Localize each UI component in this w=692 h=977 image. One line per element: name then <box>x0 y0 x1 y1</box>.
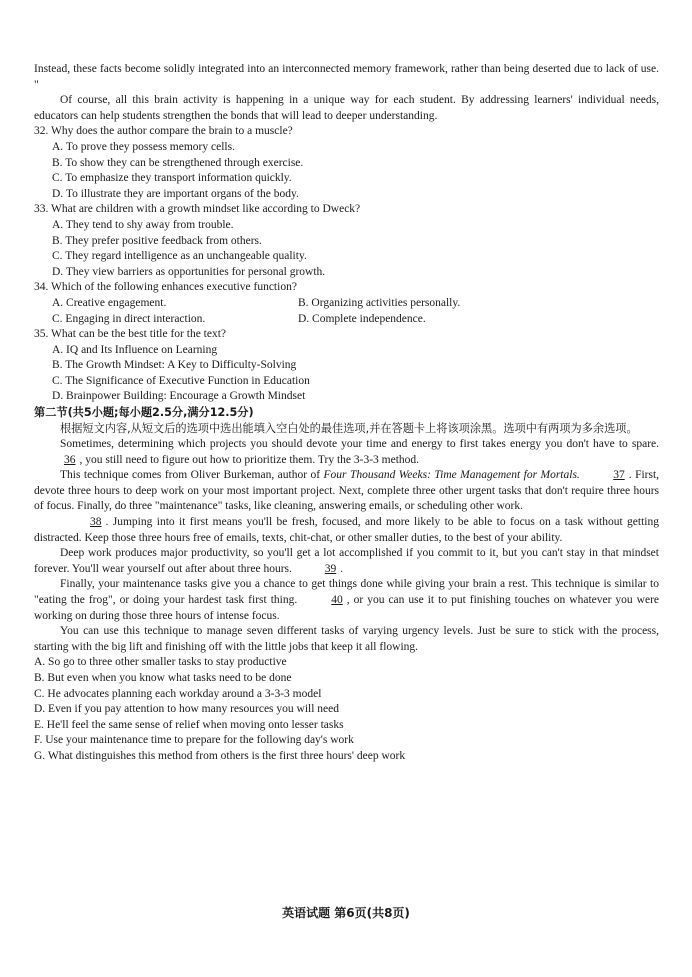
choice-option: B. But even when you know what tasks need to be done <box>34 671 292 684</box>
option: D. Brainpower Building: Encourage a Growth Mindset <box>52 390 306 403</box>
blank-38: 38 <box>90 516 102 529</box>
option: D. Complete independence. <box>298 312 426 325</box>
option: B. The Growth Mindset: A Key to Difficulty-Solving <box>52 359 297 372</box>
text-segment: This technique comes from Oliver Burkeman, author of <box>60 469 321 482</box>
blank-36: 36 <box>64 453 76 466</box>
option: A. Creative engagement. <box>52 296 167 309</box>
choice-option: E. He'll feel the same sense of relief when moving onto lesser tasks <box>34 718 344 731</box>
option: C. The Significance of Executive Function in Education <box>52 374 310 387</box>
passage-paragraph: Instead, these facts become solidly integrated into an interconnected memory framework, rather than being deserted due to lack of use. " <box>34 63 659 91</box>
passage-paragraph <box>34 437 659 468</box>
book-title: Four Thousand Weeks: Time Management for Mortals. <box>323 469 580 482</box>
option: B. Organizing activities personally. <box>298 296 461 309</box>
text-segment: , you still need to figure out how to prioritize them. Try the 3-3-3 method. <box>79 453 420 466</box>
text-segment: . First, devote three hours to deep work on your most important project. Next, complete three other urgent tasks that don't require three hours of focus. Finally, do three "maintenance" tasks, like cleaning, answering emails, or scheduling other work. <box>34 469 660 513</box>
blank-39: 39 <box>324 562 337 575</box>
section-instruction: 根据短文内容,从短文后的选项中选出能填入空白处的最佳选项,并在答题卡上将该项涂黑。选项中有两项为多余选项。 <box>60 422 638 436</box>
option: C. They regard intelligence as an unchangeable quality. <box>52 250 307 263</box>
text-segment: Finally, your maintenance tasks give you a chance to get things done while giving your brain a rest. This technique is similar to "eating the frog", or doing your hardest task first thing. <box>34 578 659 606</box>
text-segment: , or you can use it to put finishing touches on whatever you were working on during those three hours of intense focus. <box>34 594 660 622</box>
option: A. IQ and Its Influence on Learning <box>52 343 218 356</box>
question-stem: 35. What can be the best title for the text? <box>34 328 227 341</box>
passage-paragraph <box>34 468 659 515</box>
option: C. To emphasize they transport information quickly. <box>52 172 292 185</box>
question-stem: 34. Which of the following enhances executive function? <box>34 281 297 294</box>
passage-paragraph: Deep work produces major productivity, so you'll get a lot accomplished if you commit to it, but you can't stay in that mindset forever. You'll wear yourself out after about three hours. 39 . <box>34 546 659 577</box>
option: A. They tend to shy away from trouble. <box>52 218 234 231</box>
choice-option: C. He advocates planning each workday around a 3-3-3 model <box>34 687 322 700</box>
choice-option: D. Even if you pay attention to how many resources you will need <box>34 703 339 716</box>
passage-paragraph: You can use this technique to manage seven different tasks of varying urgency levels. Just be sure to stick with the process, starting with the big lift and finishing off with the little jobs that keep it all flowing. <box>34 625 659 653</box>
option-row <box>52 312 659 328</box>
option-row <box>52 296 659 312</box>
section-title: 第二节(共5小题;每小题2.5分,满分12.5分) <box>34 406 254 420</box>
passage-paragraph <box>34 577 659 624</box>
text-segment: Sometimes, determining which projects you should devote your time and energy to first takes energy you don't have to spare. <box>60 438 659 451</box>
passage-paragraph: Of course, all this brain activity is happening in a unique way for each student. By addressing learners' individual needs, educators can help students strengthen the bonds that will lead to deeper understanding. <box>34 94 659 122</box>
page-content <box>34 62 659 765</box>
question-stem: 32. Why does the author compare the brain to a muscle? <box>34 125 293 138</box>
option: D. They view barriers as opportunities for personal growth. <box>52 265 326 278</box>
page-footer: 英语试题 第6页(共8页) <box>282 906 410 920</box>
choice-option: G. What distinguishes this method from others is the first three hours' deep work <box>34 749 406 762</box>
choice-option: A. So go to three other smaller tasks to stay productive <box>34 656 287 669</box>
text-segment: . Jumping into it first means you'll be fresh, focused, and more likely to be able to focus on a task without getting distracted. Keep those three hours free of emails, texts, chit-chat, or other smaller duties, to the best of your ability. <box>34 516 659 544</box>
text-segment: Deep work produces major productivity, so you'll get a lot accomplished if you commit to it, but you can't stay in that mindset forever. You'll wear yourself out after about three hours. <box>34 547 659 575</box>
blank-37: 37 <box>613 469 625 482</box>
passage-paragraph <box>34 515 659 546</box>
option: C. Engaging in direct interaction. <box>52 312 206 325</box>
option: B. To show they can be strengthened through exercise. <box>52 156 304 169</box>
option: A. To prove they possess memory cells. <box>52 140 235 153</box>
choice-option: F. Use your maintenance time to prepare for the following day's work <box>34 734 354 747</box>
question-stem: 33. What are children with a growth mindset like according to Dweck? <box>34 203 361 216</box>
option: B. They prefer positive feedback from others. <box>52 234 262 247</box>
option: D. To illustrate they are important organs of the body. <box>52 187 299 200</box>
blank-40: 40 <box>331 594 343 606</box>
